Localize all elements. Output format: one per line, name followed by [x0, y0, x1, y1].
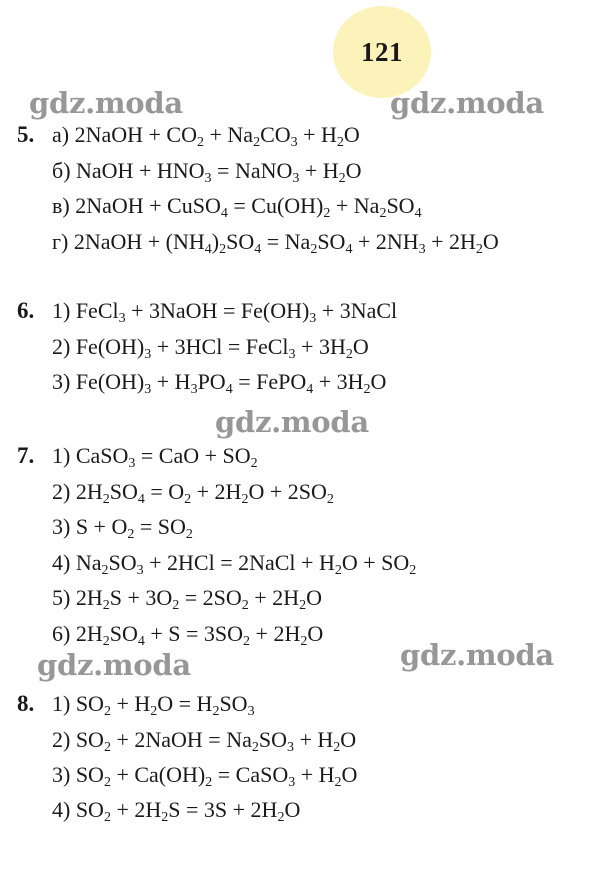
- watermark: gdz.moda: [400, 638, 554, 672]
- subscript: 4: [306, 382, 314, 397]
- equation-text: SO: [108, 550, 137, 575]
- subscript: 2: [243, 634, 251, 649]
- subscript: 2: [103, 740, 111, 755]
- subscript: 2: [338, 171, 346, 186]
- subscript: 2: [102, 634, 110, 649]
- equation-text: = Na: [261, 229, 311, 254]
- equation-line: [52, 621, 323, 647]
- subscript: 2: [102, 598, 110, 613]
- equation-text: O: [307, 621, 324, 646]
- equation-text: 6) 2H: [52, 621, 103, 646]
- equation-line: [52, 479, 334, 505]
- equation-text: 2) SO: [52, 727, 104, 752]
- equation-text: 1) SO: [52, 691, 104, 716]
- subscript: 3: [288, 775, 296, 790]
- equation-text: + 2HCl = 2NaCl + H: [143, 550, 335, 575]
- equation-text: 3) Fe(OH): [52, 369, 145, 394]
- subscript: 2: [409, 563, 417, 578]
- equation-line: [52, 369, 386, 395]
- equation-text: O: [343, 122, 360, 147]
- subscript: 2: [326, 492, 334, 507]
- equation-text: + Na: [204, 122, 254, 147]
- subscript: 2: [363, 382, 371, 397]
- subscript: 2: [103, 810, 111, 825]
- subscript: 2: [127, 527, 135, 542]
- equation-text: = 2SO: [179, 585, 242, 610]
- equation-text: SO: [317, 229, 346, 254]
- equation-line: [52, 298, 397, 324]
- subscript: 2: [334, 775, 342, 790]
- equation-text: S + 3O: [109, 585, 173, 610]
- equation-text: O: [345, 158, 362, 183]
- subscript: 3: [136, 563, 144, 578]
- equation-text: + 3HCl = FeCl: [151, 334, 289, 359]
- equation-text: + 2H: [425, 229, 476, 254]
- subscript: 3: [309, 311, 317, 326]
- equation-text: 1) CaSO: [52, 443, 129, 468]
- equation-text: O: [284, 797, 301, 822]
- equation-text: O: [482, 229, 499, 254]
- page-number: 121: [333, 6, 431, 98]
- equation-text: O: [370, 369, 387, 394]
- subscript: 2: [333, 740, 341, 755]
- subscript: 4: [414, 206, 422, 221]
- subscript: 3: [288, 347, 296, 362]
- equation-text: O: [340, 727, 357, 752]
- subscript: 2: [161, 810, 169, 825]
- subscript: 2: [250, 456, 258, 471]
- subscript: 4: [137, 634, 145, 649]
- subscript: 2: [185, 527, 193, 542]
- equation-text: = NaNO: [211, 158, 293, 183]
- equation-text: SO: [109, 621, 138, 646]
- task-number: 6.: [17, 298, 35, 323]
- equation-text: + 2H: [191, 479, 242, 504]
- equation-line: [52, 727, 356, 753]
- subscript: 3: [290, 135, 298, 150]
- subscript: 2: [336, 135, 344, 150]
- subscript: 4: [204, 242, 212, 257]
- equation-text: SO: [258, 727, 287, 752]
- equation-line: [52, 550, 416, 576]
- subscript: 2: [101, 563, 109, 578]
- subscript: 2: [102, 492, 110, 507]
- equation-text: + 2H: [248, 585, 300, 610]
- watermark: gdz.moda: [390, 86, 544, 120]
- equation-text: + H: [151, 369, 191, 394]
- task-number: 5.: [17, 122, 35, 147]
- subscript: 3: [128, 456, 136, 471]
- equation-text: = Cu(OH): [227, 193, 324, 218]
- equation-line: [52, 158, 362, 184]
- equation-text: 5) 2H: [52, 585, 103, 610]
- equation-text: SO: [109, 479, 138, 504]
- subscript: 2: [299, 598, 307, 613]
- equation-text: + Ca(OH): [110, 762, 206, 787]
- equation-text: 1) FeCl: [52, 298, 119, 323]
- equation-text: SO: [386, 193, 415, 218]
- subscript: 2: [219, 242, 227, 257]
- equation-text: + H: [110, 691, 151, 716]
- subscript: 2: [253, 135, 261, 150]
- subscript: 2: [241, 492, 249, 507]
- equation-text: б) NaOH + HNO: [52, 158, 205, 183]
- equation-text: + 3NaCl: [316, 298, 398, 323]
- equation-text: = O: [144, 479, 185, 504]
- equation-text: + 2NaOH = Na: [110, 727, 252, 752]
- subscript: 2: [300, 634, 308, 649]
- equation-line: [52, 334, 369, 360]
- subscript: 3: [144, 347, 152, 362]
- subscript: 4: [137, 492, 145, 507]
- subscript: 2: [323, 206, 331, 221]
- equation-line: [52, 514, 193, 540]
- equation-line: [52, 691, 255, 717]
- subscript: 2: [197, 135, 204, 150]
- subscript: 2: [475, 242, 483, 257]
- subscript: 2: [212, 704, 220, 719]
- subscript: 2: [251, 740, 259, 755]
- equation-text: + 3H: [313, 369, 364, 394]
- subscript: 4: [225, 382, 233, 397]
- equation-text: O + SO: [341, 550, 410, 575]
- equation-line: [52, 229, 499, 255]
- equation-text: O: [341, 762, 358, 787]
- equation-text: O: [306, 585, 322, 610]
- subscript: 2: [379, 206, 387, 221]
- equation-line: [52, 193, 422, 219]
- subscript: 3: [286, 740, 294, 755]
- equation-text: 3) SO: [52, 762, 104, 787]
- equation-line: [52, 585, 322, 611]
- task-number: 8.: [17, 691, 35, 716]
- subscript: 3: [144, 382, 152, 397]
- subscript: 4: [254, 242, 262, 257]
- subscript: 3: [118, 311, 126, 326]
- equation-line: [52, 443, 258, 469]
- equation-text: = SO: [134, 514, 186, 539]
- task-number: 7.: [17, 443, 35, 468]
- watermark: gdz.moda: [215, 405, 369, 439]
- equation-text: ): [211, 229, 220, 254]
- equation-text: SO: [219, 691, 248, 716]
- subscript: 3: [292, 171, 300, 186]
- equation-text: + H: [299, 158, 339, 183]
- subscript: 2: [205, 775, 213, 790]
- subscript: 2: [345, 347, 353, 362]
- equation-text: 4) Na: [52, 550, 102, 575]
- equation-text: + 2NH: [352, 229, 419, 254]
- equation-text: + H: [293, 727, 334, 752]
- subscript: 2: [334, 563, 342, 578]
- equation-text: = CaSO: [212, 762, 289, 787]
- equation-text: PO: [197, 369, 226, 394]
- subscript: 2: [184, 492, 192, 507]
- equation-text: 3) S + O: [52, 514, 128, 539]
- equation-line: [52, 762, 357, 788]
- equation-line: [52, 122, 360, 148]
- equation-text: + 3NaOH = Fe(OH): [125, 298, 310, 323]
- subscript: 3: [418, 242, 426, 257]
- equation-text: + S = 3SO: [144, 621, 244, 646]
- equation-text: O = H: [157, 691, 213, 716]
- subscript: 2: [103, 775, 111, 790]
- equation-text: + 2H: [250, 621, 301, 646]
- subscript: 3: [204, 171, 212, 186]
- subscript: 2: [103, 704, 111, 719]
- subscript: 4: [345, 242, 353, 257]
- subscript: 2: [150, 704, 158, 719]
- equation-text: 4) SO: [52, 797, 104, 822]
- subscript: 2: [277, 810, 285, 825]
- watermark: gdz.moda: [29, 86, 183, 120]
- subscript: 2: [310, 242, 318, 257]
- equation-text: + H: [297, 122, 337, 147]
- equation-text: SO: [226, 229, 255, 254]
- subscript: 4: [220, 206, 228, 221]
- equation-text: O: [352, 334, 369, 359]
- equation-line: [52, 797, 300, 823]
- equation-text: г) 2NaOH + (NH: [52, 229, 205, 254]
- equation-text: а) 2NaOH + CO: [52, 122, 197, 147]
- equation-text: + 2H: [110, 797, 162, 822]
- equation-text: + 3H: [295, 334, 346, 359]
- equation-text: в) 2NaOH + CuSO: [52, 193, 221, 218]
- subscript: 2: [172, 598, 180, 613]
- equation-text: = CaO + SO: [135, 443, 251, 468]
- equation-text: S = 3S + 2H: [168, 797, 278, 822]
- equation-text: + Na: [330, 193, 380, 218]
- equation-text: 2) Fe(OH): [52, 334, 145, 359]
- equation-text: = FePO: [232, 369, 307, 394]
- subscript: 3: [190, 382, 198, 397]
- equation-text: + H: [295, 762, 335, 787]
- subscript: 2: [241, 598, 249, 613]
- equation-text: O + 2SO: [248, 479, 327, 504]
- equation-text: 2) 2H: [52, 479, 103, 504]
- watermark: gdz.moda: [37, 648, 191, 682]
- equation-text: CO: [260, 122, 291, 147]
- subscript: 3: [247, 704, 255, 719]
